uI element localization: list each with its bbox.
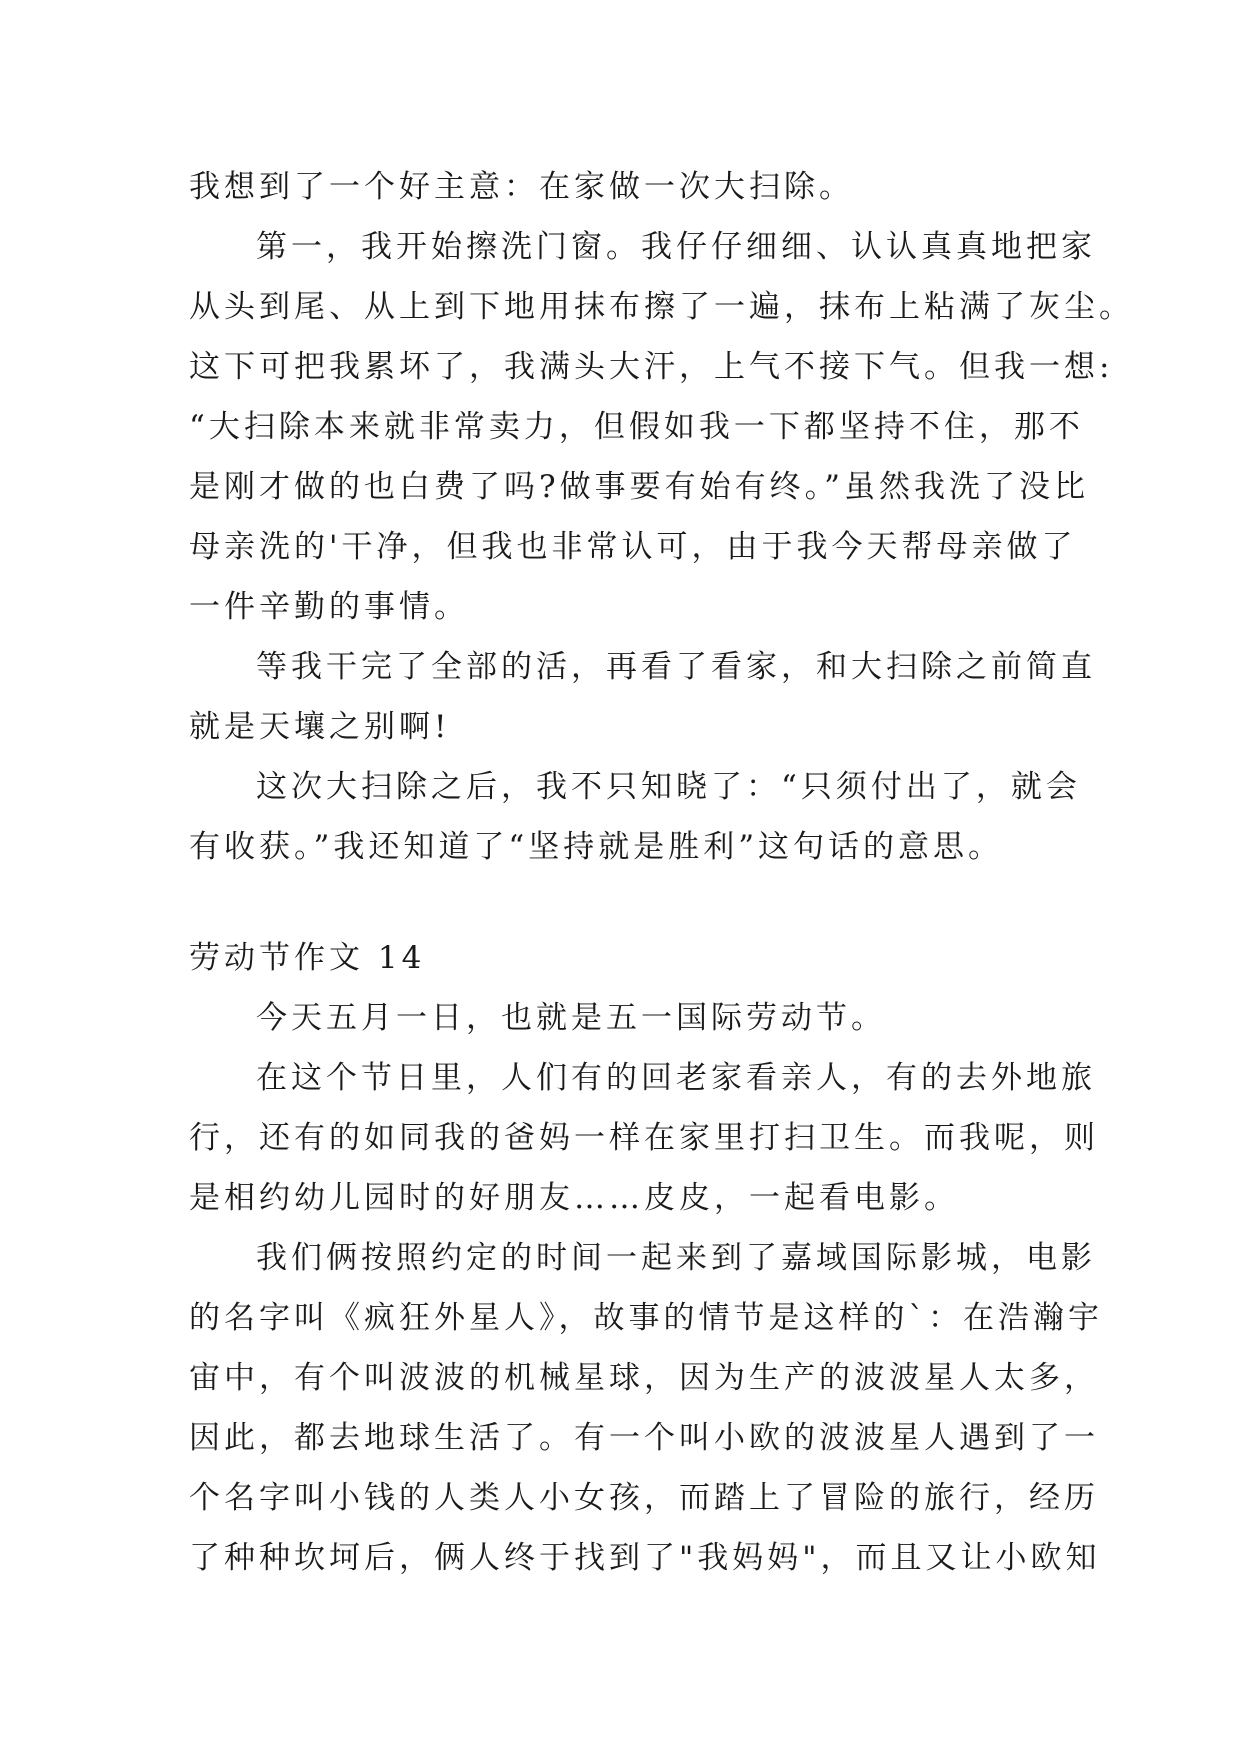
paragraph-line: 母亲洗的'干净，但我也非常认可，由于我今天帮母亲做了 (189, 529, 1077, 565)
paragraph-line: 因此，都去地球生活了。有一个叫小欧的波波星人遇到了一 (189, 1420, 1099, 1456)
paragraph-line: 就是天壤之别啊! (189, 709, 451, 745)
paragraph-line: 是刚才做的也白费了吗?做事要有始有终。”虽然我洗了没比 (189, 469, 1089, 505)
paragraph-line: 个名字叫小钱的人类人小女孩，而踏上了冒险的旅行，经历 (189, 1480, 1099, 1516)
paragraph-line: 有收获。”我还知道了“坚持就是胜利”这句话的意思。 (189, 829, 1004, 865)
paragraph-line: 宙中，有个叫波波的机械星球，因为生产的波波星人太多， (189, 1360, 1099, 1396)
section-title: 劳动节作文 14 (189, 940, 426, 976)
paragraph-line: 了种种坎坷后，俩人终于找到了"我妈妈"，而且又让小欧知 (189, 1540, 1101, 1576)
paragraph-line: 行，还有的如同我的爸妈一样在家里打扫卫生。而我呢，则 (189, 1120, 1099, 1156)
paragraph-line: 在这个节日里，人们有的回老家看亲人，有的去外地旅 (256, 1060, 1096, 1096)
paragraph-line: 从头到尾、从上到下地用抹布擦了一遍，抹布上粘满了灰尘。 (189, 289, 1134, 325)
paragraph-line: “大扫除本来就非常卖力，但假如我一下都坚持不住，那不 (189, 409, 1084, 445)
paragraph-line: 这次大扫除之后，我不只知晓了：“只须付出了，就会 (256, 769, 1081, 805)
paragraph-line: 我想到了一个好主意：在家做一次大扫除。 (189, 169, 854, 205)
paragraph-line: 一件辛勤的事情。 (189, 589, 469, 625)
paragraph-line: 我们俩按照约定的时间一起来到了嘉域国际影城，电影 (256, 1240, 1096, 1276)
paragraph-line: 今天五月一日，也就是五一国际劳动节。 (256, 1000, 886, 1036)
paragraph-line: 是相约幼儿园时的好朋友……皮皮，一起看电影。 (189, 1180, 959, 1216)
paragraph-line: 第一，我开始擦洗门窗。我仔仔细细、认认真真地把家 (256, 229, 1096, 265)
paragraph-line: 这下可把我累坏了，我满头大汗，上气不接下气。但我一想: (189, 349, 1114, 385)
paragraph-line: 的名字叫《疯狂外星人》，故事的情节是这样的`：在浩瀚宇 (189, 1300, 1103, 1336)
paragraph-line: 等我干完了全部的活，再看了看家，和大扫除之前简直 (256, 649, 1096, 685)
